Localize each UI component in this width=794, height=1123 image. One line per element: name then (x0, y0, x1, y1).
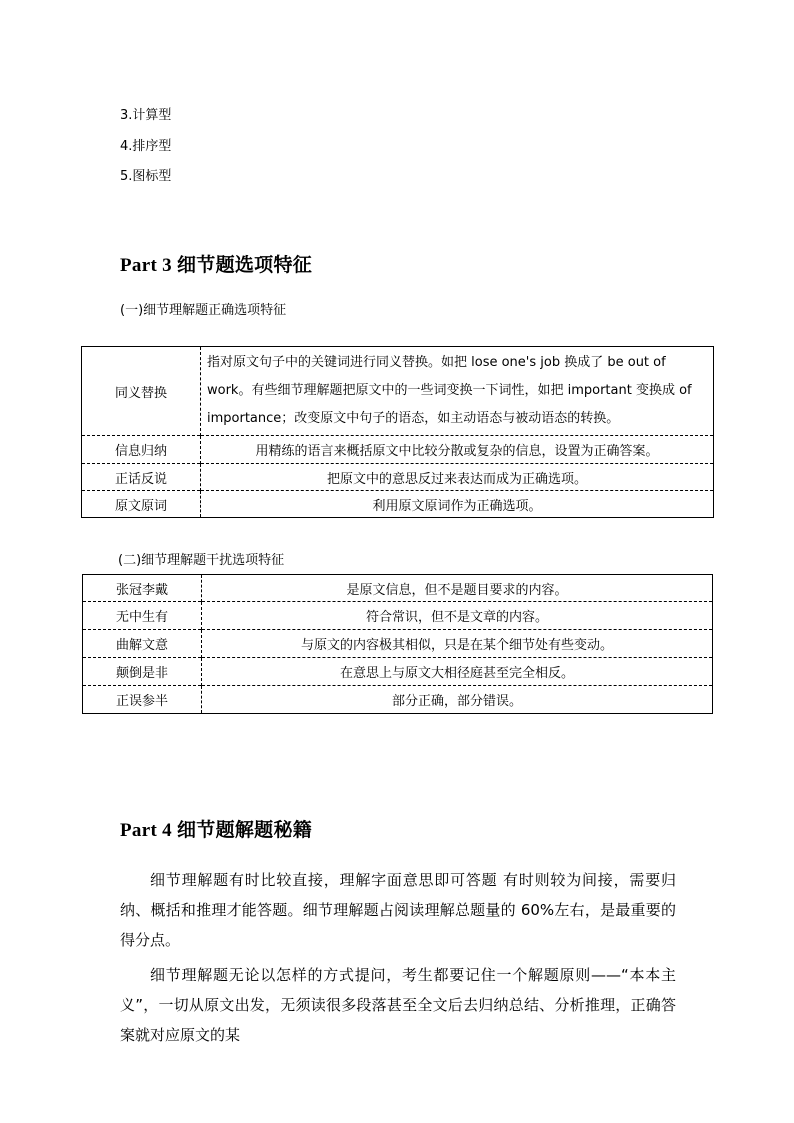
list-item-chart: 5.图标型 (120, 169, 172, 184)
table-key: 曲解文意 (83, 630, 202, 658)
table-key: 正话反说 (82, 464, 201, 491)
table-key: 张冠李戴 (83, 575, 202, 602)
table-row (82, 464, 714, 491)
table-value: 与原文的内容极其相似，只是在某个细节处有些变动。 (202, 630, 713, 658)
table2-caption: (二)细节理解题干扰选项特征 (118, 553, 285, 568)
part3-title: Part 3 细节题选项特征 (120, 255, 313, 276)
table-key: 信息归纳 (82, 436, 201, 464)
table-key: 无中生有 (83, 602, 202, 630)
table-value: 利用原文原词作为正确选项。 (201, 491, 714, 518)
table-value: 是原文信息，但不是题目要求的内容。 (346, 582, 568, 598)
part4-title: Part 4 细节题解题秘籍 (120, 820, 313, 841)
table-value: 把原文中的意思反过来表达而成为正确选项。 (201, 464, 714, 491)
list-item-calculation: 3.计算型 (120, 108, 172, 123)
table-row (83, 575, 713, 602)
table-value: 指对原文句子中的关键词进行同义替换。如把 lose one's job 换成了 be out of work。有些细节理解题把原文中的一些词变换一下词性，如把 important 变换成 of importance；改变原文中句子的语态，如主动语态与被动语态的转换。 (207, 355, 692, 426)
table1-caption: (一)细节理解题正确选项特征 (120, 303, 287, 318)
table-key: 原文原词 (82, 491, 201, 518)
correct-option-table (81, 346, 714, 518)
table-row (83, 630, 713, 658)
table-value: 部分正确，部分错误。 (202, 686, 713, 714)
table-value: 在意思上与原文大相径庭甚至完全相反。 (202, 658, 713, 686)
table-row (83, 602, 713, 630)
paragraph-1: 细节理解题有时比较直接，理解字面意思即可答题 有时则较为间接，需要归纳、概括和推理才能答题。细节理解题占阅读理解总题量的 60%左右，是最重要的得分点。 (120, 871, 676, 949)
paragraph-2: 细节理解题无论以怎样的方式提问，考生都要记住一个解题原则——“本本主义”，一切从原文出发，无须读很多段落甚至全文后去归纳总结、分析推理，正确答案就对应原文的某 (120, 966, 676, 1044)
table-key: 颠倒是非 (83, 658, 202, 686)
table-row (82, 491, 714, 518)
table-row (82, 347, 714, 436)
table-value: 用精练的语言来概括原文中比较分散或复杂的信息，设置为正确答案。 (201, 436, 714, 464)
list-item-ordering: 4.排序型 (120, 139, 172, 154)
distractor-option-table (82, 574, 713, 714)
table-value: 符合常识，但不是文章的内容。 (202, 602, 713, 630)
table-row (82, 436, 714, 464)
table-row (83, 686, 713, 714)
table-key: 同义替换 (82, 347, 201, 436)
table-key: 正误参半 (83, 686, 202, 714)
table-row (83, 658, 713, 686)
